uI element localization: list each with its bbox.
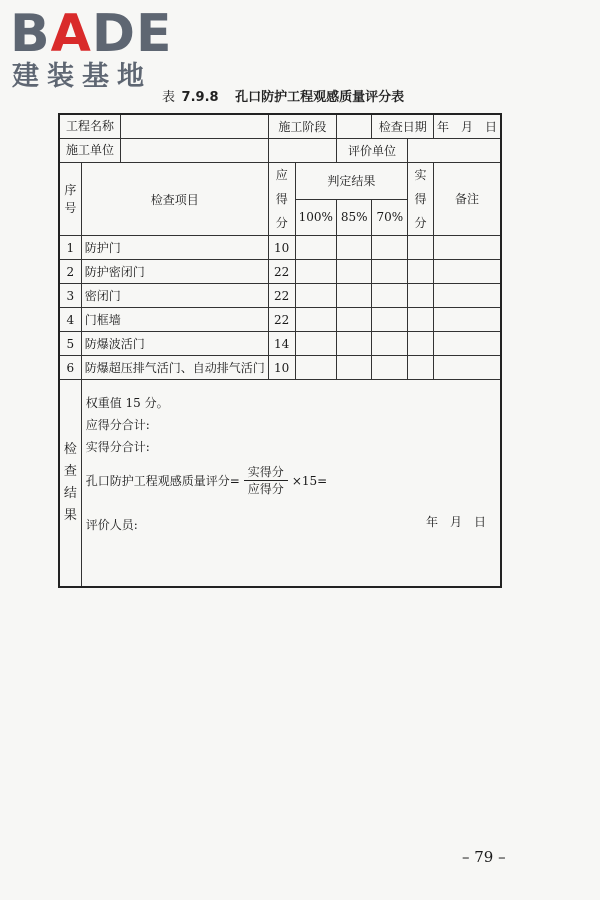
table-cell: 3 xyxy=(59,284,81,308)
formula-fraction: $\frac{\text{实得分}}{\text{应得分}}$ xyxy=(244,464,288,497)
result-row xyxy=(59,380,501,588)
score-entry-cell[interactable] xyxy=(408,356,434,380)
eval-unit-label: 评价单位 xyxy=(336,139,407,163)
score-entry-cell[interactable] xyxy=(433,332,501,356)
score-entry-cell[interactable] xyxy=(408,236,434,260)
evaluation-table xyxy=(58,113,502,588)
table-cell: 防爆波活门 xyxy=(81,332,268,356)
score-entry-cell[interactable] xyxy=(336,284,372,308)
score-entry-cell[interactable] xyxy=(336,236,372,260)
score-entry-cell[interactable] xyxy=(372,260,408,284)
note-header: 备注 xyxy=(433,163,501,236)
item-header: 检查项目 xyxy=(81,163,268,236)
inspection-date-value: 年 月 日 xyxy=(433,114,501,139)
table-row xyxy=(59,260,501,284)
score-entry-cell[interactable] xyxy=(372,284,408,308)
evaluator-label: 评价人员: xyxy=(85,518,138,532)
table-cell: 10 xyxy=(268,356,295,380)
unit-label: 施工单位 xyxy=(60,139,121,162)
actual-total: 实得分合计: xyxy=(85,440,150,454)
score-entry-cell[interactable] xyxy=(433,308,501,332)
table-cell: 防护密闭门 xyxy=(81,260,268,284)
result-date: 年 月 日 xyxy=(425,515,486,529)
header-row-1 xyxy=(59,114,501,139)
table-row xyxy=(59,308,501,332)
score-entry-cell[interactable] xyxy=(336,356,372,380)
score-entry-cell[interactable] xyxy=(433,236,501,260)
result-content xyxy=(81,380,501,588)
actual-header: 实得分 xyxy=(408,163,434,236)
score-entry-cell[interactable] xyxy=(295,236,336,260)
score-entry-cell[interactable] xyxy=(408,284,434,308)
table-row xyxy=(59,284,501,308)
score-entry-cell[interactable] xyxy=(295,284,336,308)
table-row xyxy=(59,236,501,260)
score-entry-cell[interactable] xyxy=(295,308,336,332)
seq-header: 序号 xyxy=(59,163,81,236)
score-entry-cell[interactable] xyxy=(372,236,408,260)
score-entry-cell[interactable] xyxy=(372,308,408,332)
score-entry-cell[interactable] xyxy=(433,260,501,284)
table-cell: 5 xyxy=(59,332,81,356)
unit-cell xyxy=(59,139,268,163)
logo-brand: BADE xyxy=(10,4,173,64)
stage-value[interactable] xyxy=(336,114,372,139)
table-cell: 密闭门 xyxy=(81,284,268,308)
score-entry-cell[interactable] xyxy=(336,332,372,356)
bade-logo xyxy=(4,4,174,94)
stage-label: 施工阶段 xyxy=(268,114,336,139)
score-entry-cell[interactable] xyxy=(372,332,408,356)
logo-subtitle: 建装基地 xyxy=(12,61,152,92)
score-entry-cell[interactable] xyxy=(336,308,372,332)
table-row xyxy=(59,332,501,356)
score-entry-cell[interactable] xyxy=(408,308,434,332)
table-cell: 6 xyxy=(59,356,81,380)
p85-header: 85% xyxy=(336,199,372,236)
column-header-row-1 xyxy=(59,163,501,200)
table-cell: 1 xyxy=(59,236,81,260)
score-entry-cell[interactable] xyxy=(372,356,408,380)
table-cell: 10 xyxy=(268,236,295,260)
score-entry-cell[interactable] xyxy=(408,260,434,284)
due-total: 应得分合计: xyxy=(85,418,150,432)
weight-line: 权重值 15 分。 xyxy=(85,396,169,410)
table-cell: 22 xyxy=(268,308,295,332)
project-name-label: 工程名称 xyxy=(60,115,121,138)
project-name-cell xyxy=(59,114,268,139)
table-cell: 22 xyxy=(268,260,295,284)
table-cell: 防爆超压排气活门、自动排气活门 xyxy=(81,356,268,380)
inspection-date-label: 检查日期 xyxy=(372,114,433,139)
table-caption: 表 7.9.8 孔口防护工程观感质量评分表 xyxy=(162,90,405,105)
eval-unit-value[interactable] xyxy=(408,139,501,163)
unit-value[interactable] xyxy=(268,139,336,163)
score-entry-cell[interactable] xyxy=(295,356,336,380)
score-entry-cell[interactable] xyxy=(336,260,372,284)
score-entry-cell[interactable] xyxy=(433,356,501,380)
page-number: – 79 – xyxy=(462,848,506,866)
due-header: 应得分 xyxy=(268,163,295,236)
table-cell: 防护门 xyxy=(81,236,268,260)
judge-header: 判定结果 xyxy=(295,163,407,200)
table-cell: 22 xyxy=(268,284,295,308)
table-row xyxy=(59,356,501,380)
result-side-label: 检查结果 xyxy=(59,380,81,588)
table-cell: 4 xyxy=(59,308,81,332)
header-row-2 xyxy=(59,139,501,163)
score-entry-cell[interactable] xyxy=(295,332,336,356)
table-cell: 门框墙 xyxy=(81,308,268,332)
p70-header: 70% xyxy=(372,199,408,236)
table-cell: 2 xyxy=(59,260,81,284)
table-cell: 14 xyxy=(268,332,295,356)
score-entry-cell[interactable] xyxy=(295,260,336,284)
score-entry-cell[interactable] xyxy=(408,332,434,356)
score-formula: 孔口防护工程观感质量评分= $\frac{\text{实得分}}{\text{应得分}}$ ×15= xyxy=(85,465,328,496)
p100-header: 100% xyxy=(295,199,336,236)
score-entry-cell[interactable] xyxy=(433,284,501,308)
